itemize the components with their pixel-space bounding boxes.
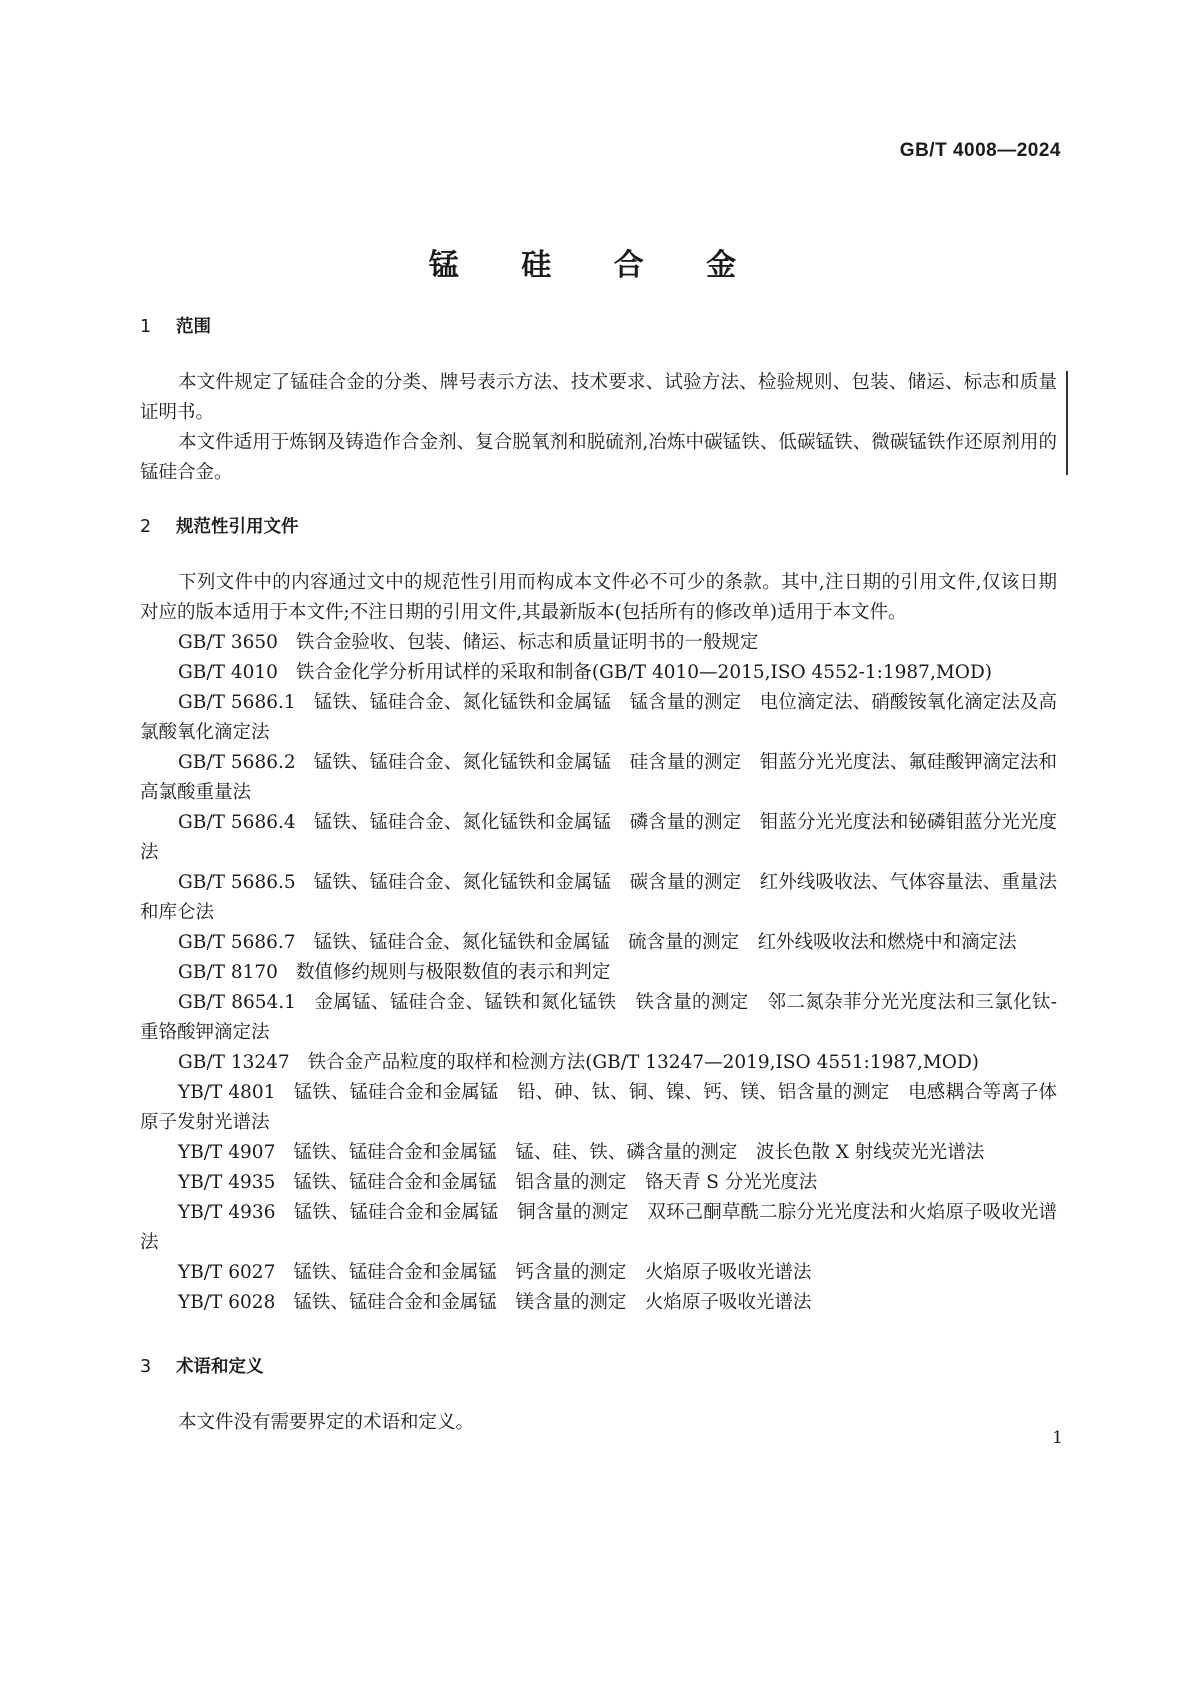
change-bar (1066, 371, 1068, 475)
reference-item (140, 808, 1057, 868)
section-number: 3 (140, 1357, 152, 1377)
reference-code: GB/T 3650 (178, 632, 278, 653)
reference-code: YB/T 4936 (178, 1202, 276, 1223)
reference-code: GB/T 8654.1 (178, 992, 296, 1013)
reference-code: GB/T 4010 (178, 662, 278, 683)
reference-item (140, 988, 1057, 1048)
section-title: 范围 (176, 317, 211, 337)
reference-code: YB/T 4935 (178, 1172, 276, 1193)
reference-code: GB/T 5686.2 (178, 752, 296, 773)
section-1 (140, 312, 1057, 488)
reference-item (140, 1198, 1057, 1258)
reference-code: GB/T 5686.7 (178, 932, 296, 953)
section-number: 2 (140, 517, 152, 537)
reference-code: GB/T 8170 (178, 962, 278, 983)
scope-paragraph: 本文件适用于炼钢及铸造作合金剂、复合脱氧剂和脱硫剂,冶炼中碳锰铁、低碳锰铁、微碳锰铁作还原剂用的锰硅合金。 (140, 432, 1057, 483)
reference-list (140, 628, 1057, 1318)
reference-title: 锰铁、锰硅合金、氮化锰铁和金属锰 硫含量的测定 红外线吸收法和燃烧中和滴定法 (313, 932, 1017, 953)
reference-item (140, 928, 1057, 958)
reference-title: 铁合金化学分析用试样的采取和制备(GB/T 4010—2015,ISO 4552-1:1987,MOD) (295, 662, 992, 683)
reference-title: 锰铁、锰硅合金和金属锰 锰、硅、铁、磷含量的测定 波长色散 X 射线荧光光谱法 (293, 1142, 985, 1163)
reference-title: 锰铁、锰硅合金、氮化锰铁和金属锰 碳含量的测定 红外线吸收法、气体容量法、重量法和库仑法 (140, 872, 1057, 923)
reference-title: 锰铁、锰硅合金和金属锰 镁含量的测定 火焰原子吸收光谱法 (293, 1292, 812, 1313)
scope-paragraph: 本文件规定了锰硅合金的分类、牌号表示方法、技术要求、试验方法、检验规则、包装、储运、标志和质量证明书。 (140, 372, 1057, 423)
section-2 (140, 512, 1057, 1318)
reference-item (140, 688, 1057, 748)
reference-code: YB/T 6027 (178, 1262, 276, 1283)
section-2-heading (140, 512, 1057, 542)
reference-item (140, 628, 1057, 658)
reference-title: 锰铁、锰硅合金和金属锰 铝含量的测定 铬天青 S 分光光度法 (293, 1172, 818, 1193)
reference-title: 铁合金产品粒度的取样和检测方法(GB/T 13247—2019,ISO 4551:1987,MOD) (307, 1052, 980, 1073)
reference-code: YB/T 4907 (178, 1142, 276, 1163)
section-1-heading (140, 312, 1057, 342)
reference-code: YB/T 4801 (178, 1082, 276, 1103)
reference-code: YB/T 6028 (178, 1292, 276, 1313)
section-3 (140, 1352, 1057, 1438)
reference-title: 锰铁、锰硅合金和金属锰 铅、砷、钛、铜、镍、钙、镁、铝含量的测定 电感耦合等离子体原子发射光谱法 (140, 1082, 1057, 1133)
reference-title: 数值修约规则与极限数值的表示和判定 (295, 962, 611, 983)
reference-code: GB/T 5686.4 (178, 812, 296, 833)
reference-title: 锰铁、锰硅合金和金属锰 铜含量的测定 双环己酮草酰二腙分光光度法和火焰原子吸收光谱法 (140, 1202, 1057, 1253)
section-3-heading (140, 1352, 1057, 1382)
document-title: 锰 硅 合 金 (428, 248, 763, 283)
reference-title: 金属锰、锰硅合金、锰铁和氮化锰铁 铁含量的测定 邻二氮杂菲分光光度法和三氯化钛-重铬酸钾滴定法 (140, 992, 1057, 1043)
section-title: 规范性引用文件 (176, 517, 299, 537)
reference-item (140, 1078, 1057, 1138)
reference-title: 锰铁、锰硅合金和金属锰 钙含量的测定 火焰原子吸收光谱法 (293, 1262, 812, 1283)
reference-title: 锰铁、锰硅合金、氮化锰铁和金属锰 磷含量的测定 钼蓝分光光度法和铋磷钼蓝分光光度法 (140, 812, 1057, 863)
page-number: 1 (1052, 1428, 1063, 1448)
reference-title: 锰铁、锰硅合金、氮化锰铁和金属锰 锰含量的测定 电位滴定法、硝酸铵氧化滴定法及高氯酸氧化滴定法 (140, 692, 1057, 743)
reference-code: GB/T 13247 (178, 1052, 290, 1073)
section-number: 1 (140, 317, 152, 337)
terms-paragraph: 本文件没有需要界定的术语和定义。 (178, 1412, 475, 1433)
reference-item (140, 1138, 1057, 1168)
reference-title: 铁合金验收、包装、储运、标志和质量证明书的一般规定 (295, 632, 759, 653)
reference-item (140, 1048, 1057, 1078)
reference-item (140, 1258, 1057, 1288)
reference-item (140, 868, 1057, 928)
reference-item (140, 1288, 1057, 1318)
reference-item (140, 1168, 1057, 1198)
section-title: 术语和定义 (176, 1357, 264, 1377)
standard-code: GB/T 4008—2024 (899, 140, 1061, 161)
reference-code: GB/T 5686.1 (178, 692, 296, 713)
reference-title: 锰铁、锰硅合金、氮化锰铁和金属锰 硅含量的测定 钼蓝分光光度法、氟硅酸钾滴定法和高氯酸重量法 (140, 752, 1057, 803)
references-intro: 下列文件中的内容通过文中的规范性引用而构成本文件必不可少的条款。其中,注日期的引用文件,仅该日期对应的版本适用于本文件;不注日期的引用文件,其最新版本(包括所有的修改单)适用于本文件。 (140, 572, 1057, 623)
reference-code: GB/T 5686.5 (178, 872, 296, 893)
reference-item (140, 658, 1057, 688)
reference-item (140, 958, 1057, 988)
reference-item (140, 748, 1057, 808)
